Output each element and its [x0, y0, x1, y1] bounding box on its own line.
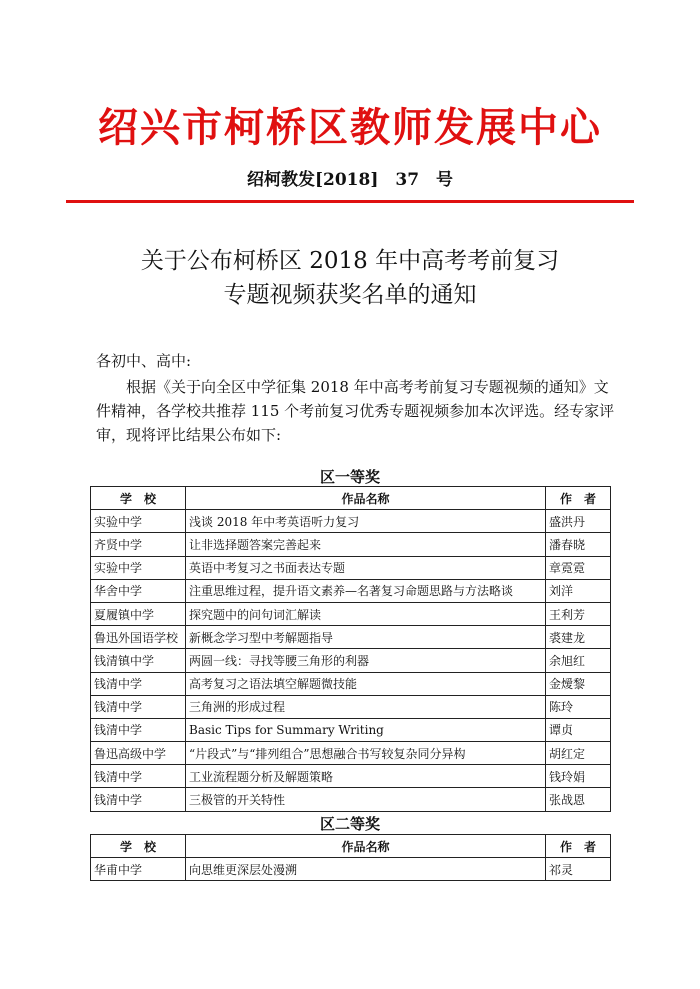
cell-school: 钱清中学: [91, 718, 186, 741]
cell-work: 三角洲的形成过程: [186, 695, 546, 718]
column-header-author: 作 者: [546, 835, 611, 858]
org-title: 绍兴市柯桥区教师发展中心: [98, 104, 602, 151]
notice-title-line-1: 关于公布柯桥区 2018 年中高考考前复习: [140, 248, 560, 274]
cell-author: 胡红定: [546, 742, 611, 765]
table-row: [91, 672, 611, 695]
table-row: [91, 533, 611, 556]
cell-work: 英语中考复习之书面表达专题: [186, 556, 546, 579]
cell-school: 钱清中学: [91, 672, 186, 695]
cell-school: 实验中学: [91, 556, 186, 579]
cell-author: 章霓霓: [546, 556, 611, 579]
cell-school: 钱清中学: [91, 788, 186, 811]
salutation: 各初中、高中:: [96, 352, 192, 370]
cell-author: 王利芳: [546, 602, 611, 625]
cell-school: 夏履镇中学: [91, 602, 186, 625]
table-row: [91, 510, 611, 533]
cell-school: 华甫中学: [91, 858, 186, 881]
header-divider: [66, 200, 634, 203]
column-header-author: 作 者: [546, 487, 611, 510]
cell-school: 实验中学: [91, 510, 186, 533]
cell-author: 谭贞: [546, 718, 611, 741]
table-row: [91, 626, 611, 649]
table-row: [91, 788, 611, 811]
cell-school: 鲁迅高级中学: [91, 742, 186, 765]
column-header-school: 学 校: [91, 835, 186, 858]
cell-school: 钱清中学: [91, 695, 186, 718]
cell-school: 华舍中学: [91, 579, 186, 602]
section-title-first-prize: 区一等奖: [319, 468, 380, 486]
table-row: [91, 742, 611, 765]
table-row: [91, 858, 611, 881]
cell-school: 鲁迅外国语学校: [91, 626, 186, 649]
cell-work: 让非选择题答案完善起来: [186, 533, 546, 556]
cell-author: 金燰黎: [546, 672, 611, 695]
table-row: [91, 556, 611, 579]
column-header-work: 作品名称: [186, 487, 546, 510]
cell-work: 探究题中的问句词汇解读: [186, 602, 546, 625]
cell-work: “片段式”与“排列组合”思想融合书写较复杂同分异构: [186, 742, 546, 765]
cell-work: Basic Tips for Summary Writing: [186, 718, 546, 741]
table-row: [91, 765, 611, 788]
cell-author: 刘洋: [546, 579, 611, 602]
notice-title: [0, 244, 700, 312]
cell-author: 张战恩: [546, 788, 611, 811]
cell-author: 潘春晓: [546, 533, 611, 556]
cell-work: 注重思维过程，提升语文素养—名著复习命题思路与方法略谈: [186, 579, 546, 602]
cell-author: 祁灵: [546, 858, 611, 881]
cell-work: 新概念学习型中考解题指导: [186, 626, 546, 649]
cell-author: 盛洪丹: [546, 510, 611, 533]
table-row: [91, 602, 611, 625]
cell-school: 齐贤中学: [91, 533, 186, 556]
document-number: 绍柯教发[2018] 37 号: [246, 170, 454, 190]
cell-work: 浅谈 2018 年中考英语听力复习: [186, 510, 546, 533]
cell-school: 钱清镇中学: [91, 649, 186, 672]
table-row: [91, 718, 611, 741]
cell-work: 高考复习之语法填空解题微技能: [186, 672, 546, 695]
column-header-work: 作品名称: [186, 835, 546, 858]
cell-work: 两圆一线：寻找等腰三角形的利器: [186, 649, 546, 672]
table-row: [91, 649, 611, 672]
table-row: [91, 695, 611, 718]
column-header-school: 学 校: [91, 487, 186, 510]
table-row: [91, 579, 611, 602]
body-paragraph: 根据《关于向全区中学征集 2018 年中高考考前复习专题视频的通知》文件精神，各学校共推荐 115 个考前复习优秀专题视频参加本次评选。经专家评审，现将评比结果公布如下:: [96, 378, 615, 444]
cell-author: 陈玲: [546, 695, 611, 718]
table-header-row: [91, 487, 611, 510]
first-prize-table: [90, 486, 611, 812]
cell-author: 裘建龙: [546, 626, 611, 649]
second-prize-table: [90, 834, 611, 881]
cell-work: 三极管的开关特性: [186, 788, 546, 811]
cell-school: 钱清中学: [91, 765, 186, 788]
cell-work: 工业流程题分析及解题策略: [186, 765, 546, 788]
cell-author: 余旭红: [546, 649, 611, 672]
section-title-second-prize: 区二等奖: [319, 815, 380, 833]
notice-title-line-2: 专题视频获奖名单的通知: [223, 282, 477, 308]
cell-author: 钱玲娟: [546, 765, 611, 788]
table-header-row: [91, 835, 611, 858]
cell-work: 向思维更深层处漫溯: [186, 858, 546, 881]
